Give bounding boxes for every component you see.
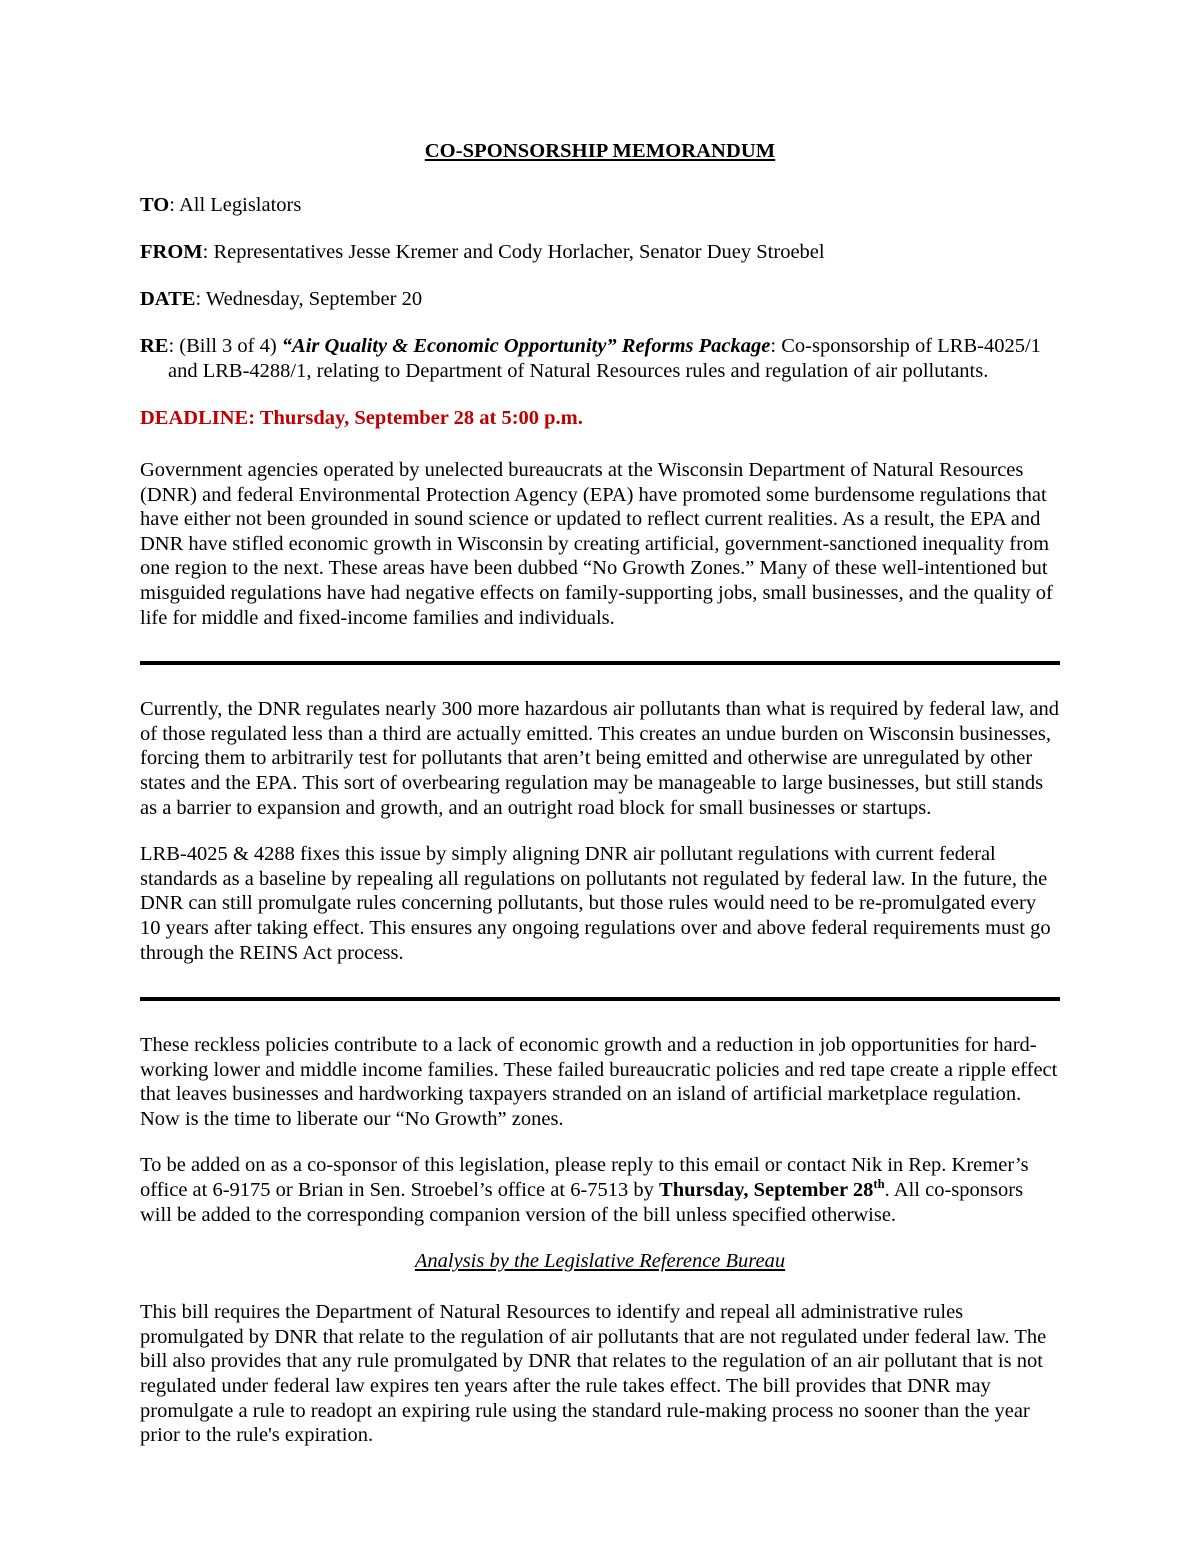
field-re [140, 334, 1060, 384]
field-from-label: FROM [140, 241, 203, 263]
field-date-value: : Wednesday, September 20 [195, 288, 423, 310]
paragraph-current-law: Currently, the DNR regulates nearly 300 more hazardous air pollutants than what is required by federal law, and of those regulated less than a third are actually emitted. This creates an undue burden on Wisconsin businesses, forcing them to arbitrarily test for pollutants that aren’t being emitted and otherwise are unregulated by other states and the EPA. This sort of overbearing regulation may be manageable to large businesses, but still stands as a barrier to expansion and growth, and an outright road block for small businesses or startups. [140, 698, 1059, 819]
section-divider-two [140, 997, 1060, 1001]
field-from [140, 240, 1060, 265]
deadline-notice: DEADLINE: Thursday, September 28 at 5:00 p.m. [140, 407, 583, 429]
section-divider-one-wrap [140, 652, 1060, 697]
field-date-label: DATE [140, 288, 196, 310]
field-re-label: RE [140, 335, 169, 357]
section-divider-two-wrap [140, 987, 1060, 1033]
paragraph-lrb-analysis: This bill requires the Department of Natural Resources to identify and repeal all administrative rules promulgated by DNR that relate to the regulation of air pollutants that are not regulated under federal law. The bill also provides that any rule promulgated by DNR that relates to the regulation of an air pollutant that is not regulated under federal law expires ten years after the rule takes effect. The bill provides that DNR may promulgate a rule to readopt an expiring rule using the standard rule-making process no sooner than the year prior to the rule's expiration. [140, 1301, 1047, 1447]
cosponsor-text-lead: To be added on as a co-sponsor of this legislation, please reply to this email or contact Nik in Rep. Kremer’s office at 6-9175 or Brian in Sen. Stroebel’s office at 6-7513 by [140, 1154, 1029, 1202]
cosponsor-date-ordinal: th [873, 1177, 885, 1192]
field-re-suffix: : Co-sponsorship of LRB-4025/1 and LRB-4288/1, relating to Department of Natural Resources rules and regulation of air pollutants. [168, 335, 1041, 382]
analysis-heading-text: Analysis by the Legislative Reference Bureau [414, 1250, 786, 1273]
field-re-prefix: : (Bill 3 of 4) [168, 335, 282, 357]
field-to-value: : All Legislators [169, 194, 302, 216]
paragraph-bill-fix: LRB-4025 & 4288 fixes this issue by simply aligning DNR air pollutant regulations with current federal standards as a baseline by repealing all regulations on pollutants not regulated by federal law. In the future, the DNR can still promulgate rules concerning pollutants, but those rules would need to be re-promulgated every 10 years after taking effect. This ensures any ongoing regulations over and above federal requirements must go through the REINS Act process. [140, 843, 1051, 964]
paragraph-intro: Government agencies operated by unelected bureaucrats at the Wisconsin Department of Natural Resources (DNR) and federal Environmental Protection Agency (EPA) have promoted some burdensome regulations that have either not been grounded in sound science or updated to reflect current realities. As a result, the EPA and DNR have stifled economic growth in Wisconsin by creating artificial, government-sanctioned inequality from one region to the next. These areas have been dubbed “No Growth Zones.” Many of these well-intentioned but misguided regulations have had negative effects on family-supporting jobs, small businesses, and the quality of life for middle and fixed-income families and individuals. [140, 459, 1053, 629]
cosponsor-deadline-date: Thursday, September 28 [659, 1179, 874, 1202]
page-title [140, 140, 1060, 163]
cosponsor-text-tail: . All co-sponsors will be added to the corresponding companion version of the bill unless specified otherwise. [140, 1179, 1024, 1226]
field-date [140, 287, 1060, 312]
paragraph-cosponsor-contact [140, 1153, 1060, 1227]
page-title-text: CO-SPONSORSHIP MEMORANDUM [424, 140, 776, 162]
field-from-value: : Representatives Jesse Kremer and Cody Horlacher, Senator Duey Stroebel [202, 241, 825, 263]
section-divider-one [140, 661, 1060, 665]
field-re-package-name: “Air Quality & Economic Opportunity” Reforms Package [281, 335, 771, 357]
analysis-heading [140, 1249, 1060, 1274]
paragraph-reckless-policies: These reckless policies contribute to a lack of economic growth and a reduction in job opportunities for hard-working lower and middle income families. These failed bureaucratic policies and red tape create a ripple effect that leaves businesses and hardworking taxpayers stranded on an island of artificial marketplace regulation. Now is the time to liberate our “No Growth” zones. [140, 1034, 1058, 1130]
field-to-label: TO [140, 194, 170, 216]
field-to [140, 193, 1060, 218]
